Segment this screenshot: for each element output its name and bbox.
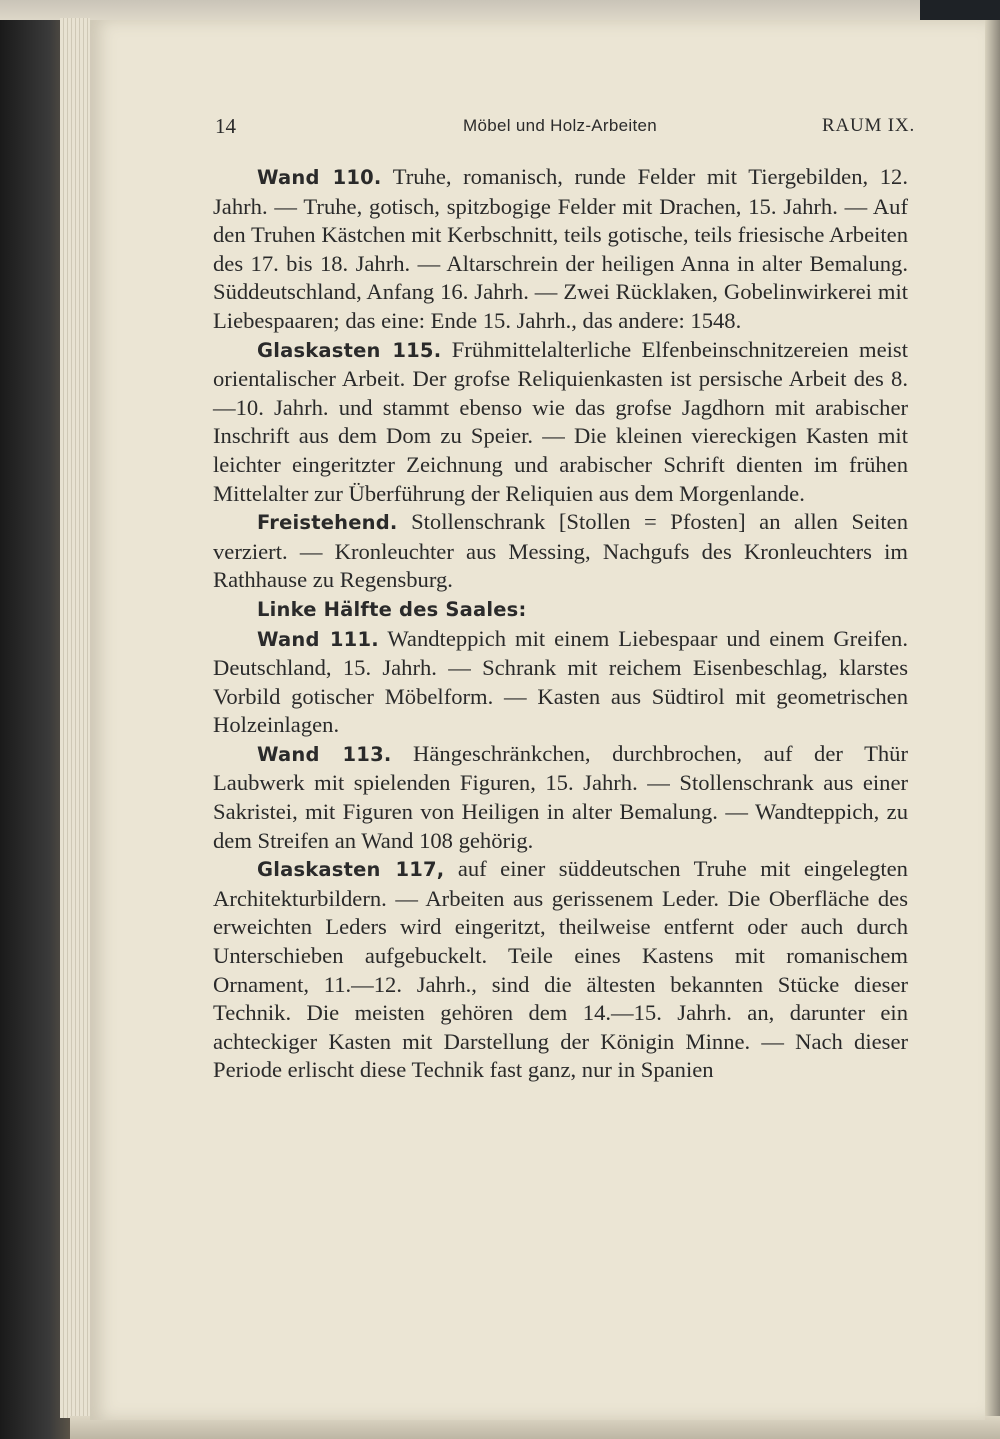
body-text bbox=[213, 163, 908, 1085]
paragraph-text: auf einer süddeutschen Truhe mit eingelegten Architekturbildern. — Arbeiten aus gerissenem Leder. Die Oberfläche des erweichten Leders wird eingeritzt, theilweise entfernt oder auch durch Unterschieben aufgebuckelt. Teile eines Kastens mit romanischem Ornament, 11.—12. Jahrh., sind die ältesten bekannten Stücke dieser Technik. Die meisten gehören dem 14.—15. Jahrh. an, darunter ein achteckiger Kasten mit Darstellung der Königin Minne. — Nach dieser Periode erlischt diese Technik fast ganz, nur in Spanien bbox=[213, 856, 908, 1083]
subheading bbox=[213, 595, 908, 625]
binding-corner bbox=[920, 0, 1000, 22]
paragraph bbox=[213, 625, 908, 740]
paragraph-keyword: Freistehend. bbox=[257, 511, 398, 535]
paragraph-text: Stollenschrank [Stollen = Pfosten] an allen Seiten verziert. — Kronleuchter aus Messing, Nachgufs des Kronleuchters im Rathhause zu Regensburg. bbox=[213, 509, 908, 593]
paragraph bbox=[213, 740, 908, 855]
paragraph-keyword: Wand 110. bbox=[257, 166, 382, 189]
paragraph bbox=[213, 163, 908, 336]
page-stack-edges bbox=[60, 18, 90, 1418]
paragraph-text: Frühmittelalterliche Elfenbeinschnitzereien meist orientalischer Arbeit. Der grofse Reliquienkasten ist persische Arbeit des 8.—10. Jahrh. und stammt ebenso wie das grofse Jagdhorn mit arabischer Inschrift aus dem Dom zu Speier. — Die kleinen viereckigen Kasten mit leichter eingeritzter Zeichnung und arabischer Schrift dienten im frühen Mittelalter zur Überführung der Reliquien aus dem Morgenlande. bbox=[213, 336, 908, 506]
paragraph-keyword: Glaskasten 117, bbox=[257, 858, 445, 882]
page-number: 14 bbox=[215, 114, 236, 138]
running-head bbox=[215, 114, 915, 144]
paragraph-text: Hängeschränkchen, durchbrochen, auf der Thür Laubwerk mit spielenden Figuren, 15. Jahrh. — Stollenschrank aus einer Sakristei, mit Figuren von Heiligen in alter Bemalung. — Wandteppich, zu dem Streifen an Wand 108 gehörig. bbox=[213, 740, 909, 853]
chapter-title: Möbel und Holz-Arbeiten bbox=[463, 116, 657, 135]
paragraph bbox=[213, 508, 908, 595]
section-label: RAUM IX. bbox=[822, 115, 915, 136]
subheading-text: Linke Hälfte des Saales: bbox=[257, 597, 527, 621]
paragraph-keyword: Wand 111. bbox=[257, 627, 379, 651]
top-page-edge bbox=[0, 0, 1000, 20]
paragraph-keyword: Wand 113. bbox=[257, 742, 392, 766]
paragraph-text: Wandteppich mit einem Liebespaar und einem Greifen. Deutschland, 15. Jahrh. — Schrank mit reichem Eisenbeschlag, klarstes Vorbild gotischer Möbelform. — Kasten aus Südtirol mit geometrischen Holzeinlagen. bbox=[213, 625, 909, 738]
paragraph-keyword: Glaskasten 115. bbox=[257, 338, 442, 362]
paragraph bbox=[213, 855, 908, 1085]
paragraph bbox=[213, 336, 908, 509]
paragraph-text: Truhe, romanisch, runde Felder mit Tiergebilden, 12. Jahrh. — Truhe, gotisch, spitzbogige Felder mit Drachen, 15. Jahrh. — Auf den Truhen Kästchen mit Kerbschnitt, teils gotische, teils friesische Arbeiten des 17. bis 18. Jahrh. — Altarschrein der heiligen Anna in alter Bemalung. Süddeutschland, Anfang 16. Jahrh. — Zwei Rücklaken, Gobelinwirkerei mit Liebespaaren; das eine: Ende 15. Jahrh., das andere: 1548. bbox=[213, 164, 909, 333]
right-page-edge bbox=[985, 20, 1000, 1439]
